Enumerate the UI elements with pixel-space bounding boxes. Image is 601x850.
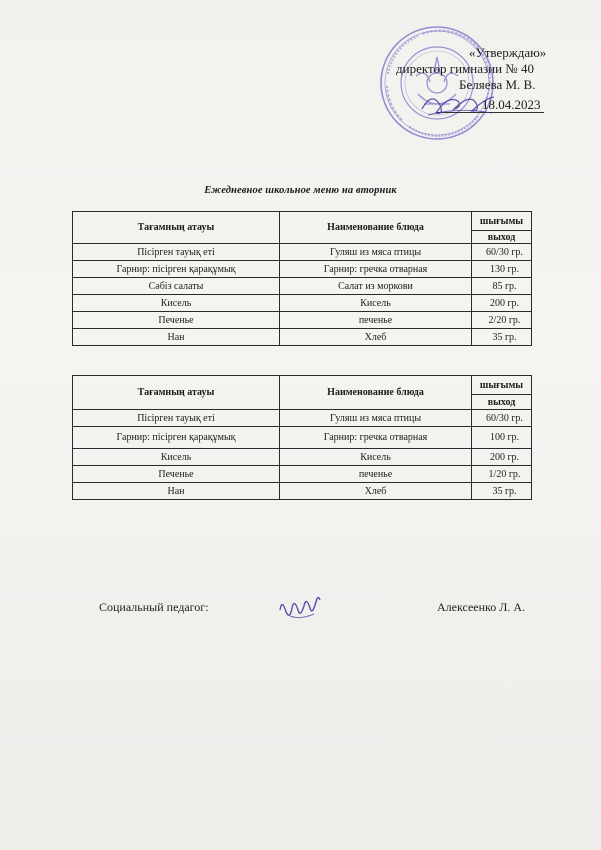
dish-rus: печенье: [280, 466, 472, 483]
dish-kaz: Пісірген тауық еті: [73, 410, 280, 427]
dish-output: 35 гр.: [472, 329, 532, 346]
dish-rus: Гарнир: гречка отварная: [280, 427, 472, 449]
dish-kaz: Нан: [73, 483, 280, 500]
dish-output: 200 гр.: [472, 295, 532, 312]
header-out-kaz: шығымы: [472, 212, 532, 231]
table-row: [73, 410, 532, 427]
dish-rus: печенье: [280, 312, 472, 329]
pedagogue-signature: [276, 590, 324, 624]
dish-output: 85 гр.: [472, 278, 532, 295]
director-signature: [418, 85, 498, 125]
header-rus: Наименование блюда: [280, 376, 472, 410]
dish-kaz: Кисель: [73, 449, 280, 466]
header-rus: Наименование блюда: [280, 212, 472, 244]
dish-rus: Хлеб: [280, 483, 472, 500]
dish-kaz: Сәбіз салаты: [73, 278, 280, 295]
approval-position: директор гимназии № 40: [396, 61, 534, 76]
dish-output: 130 гр.: [472, 261, 532, 278]
dish-kaz: Кисель: [73, 295, 280, 312]
dish-output: 200 гр.: [472, 449, 532, 466]
table-row: [73, 329, 532, 346]
dish-kaz: Пісірген тауық еті: [73, 244, 280, 261]
header-out-kaz: шығымы: [472, 376, 532, 395]
table-row: [73, 261, 532, 278]
page-title: Ежедневное школьное меню на вторник: [204, 185, 397, 196]
table-row: [73, 244, 532, 261]
table-row: [73, 466, 532, 483]
dish-rus: Кисель: [280, 295, 472, 312]
dish-output: 35 гр.: [472, 483, 532, 500]
table-row: [73, 449, 532, 466]
dish-rus: Салат из моркови: [280, 278, 472, 295]
table-row: [73, 483, 532, 500]
menu-table-1: [72, 211, 532, 346]
header-out-rus: выход: [472, 395, 532, 410]
dish-output: 1/20 гр.: [472, 466, 532, 483]
dish-kaz: Нан: [73, 329, 280, 346]
approval-date: 18.04.2023: [482, 97, 541, 112]
menu-table-2: [72, 375, 532, 500]
dish-rus: Кисель: [280, 449, 472, 466]
table-row: [73, 427, 532, 449]
dish-output: 60/30 гр.: [472, 244, 532, 261]
table-header-row: [73, 212, 532, 231]
dish-rus: Гарнир: гречка отварная: [280, 261, 472, 278]
footer-name: Алексеенко Л. А.: [437, 600, 526, 614]
dish-output: 60/30 гр.: [472, 410, 532, 427]
header-out-rus: выход: [472, 231, 532, 244]
dish-kaz: Печенье: [73, 466, 280, 483]
dish-kaz: Печенье: [73, 312, 280, 329]
dish-rus: Хлеб: [280, 329, 472, 346]
footer-role: Социальный педагог:: [99, 600, 209, 614]
dish-rus: Гуляш из мяса птицы: [280, 244, 472, 261]
dish-kaz: Гарнир: пісірген қарақұмық: [73, 427, 280, 449]
table-row: [73, 278, 532, 295]
dish-output: 2/20 гр.: [472, 312, 532, 329]
header-kaz: Тағамның атауы: [73, 212, 280, 244]
dish-kaz: Гарнир: пісірген қарақұмық: [73, 261, 280, 278]
dish-rus: Гуляш из мяса птицы: [280, 410, 472, 427]
approval-heading: «Утверждаю»: [469, 45, 547, 60]
header-kaz: Тағамның атауы: [73, 376, 280, 410]
table-header-row: [73, 376, 532, 395]
approval-director-name: Беляева М. В.: [459, 77, 536, 92]
table-row: [73, 312, 532, 329]
table-row: [73, 295, 532, 312]
dish-output: 100 гр.: [472, 427, 532, 449]
